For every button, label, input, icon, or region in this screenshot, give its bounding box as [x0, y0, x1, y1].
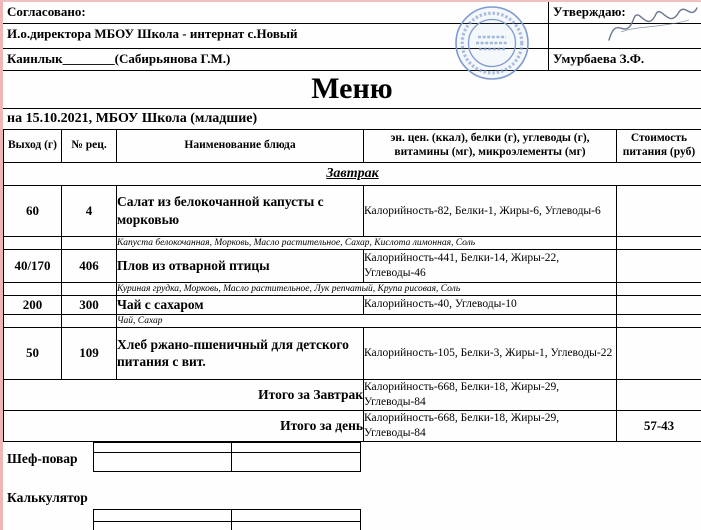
signature-cell — [94, 510, 232, 522]
table-row — [4, 327, 701, 379]
header-dish: Наименование блюда — [117, 130, 364, 163]
table-row — [4, 296, 701, 315]
header-output: Выход (г) — [4, 130, 62, 163]
agreed-line3: Каинлык________(Сабирьянова Г.М.) — [3, 49, 548, 71]
table-row — [4, 186, 701, 237]
table-header-row — [4, 130, 701, 163]
empty-cell — [62, 237, 117, 250]
total-breakfast-cost — [617, 379, 701, 410]
ingredients-row — [4, 314, 701, 327]
section-title-breakfast: Завтрак — [4, 163, 701, 186]
dish-name: Чай с сахаром — [117, 296, 364, 315]
header-cost: Стоимость питания (руб) — [617, 130, 701, 163]
total-breakfast-label: Итого за Завтрак — [4, 379, 364, 410]
chef-signature-cells — [93, 442, 361, 472]
empty-cell — [62, 314, 117, 327]
dish-recipe-number: 300 — [62, 296, 117, 315]
empty-cell — [4, 283, 62, 296]
dish-nutrition: Калорийность-105, Белки-3, Жиры-1, Углеводы-22 — [364, 327, 617, 379]
calculator-signature-cells — [93, 509, 361, 530]
dish-nutrition: Калорийность-82, Белки-1, Жиры-6, Углеводы-6 — [364, 186, 617, 237]
dish-ingredients: Капуста белокочанная, Морковь, Масло растительное, Сахар, Кислота лимонная, Соль — [117, 237, 617, 250]
total-breakfast-nutrition: Калорийность-668, Белки-18, Жиры-29, Углеводы-84 — [364, 379, 617, 410]
signature-cell — [94, 443, 232, 453]
signature-cell — [94, 522, 232, 530]
header-recipe: № рец. — [62, 130, 117, 163]
approve-label: Утверждаю: — [548, 2, 701, 24]
chef-label: Шеф-повар — [7, 450, 78, 466]
ingredients-row — [4, 283, 701, 296]
signature-footer — [3, 442, 701, 530]
dish-output: 50 — [4, 327, 62, 379]
total-day-nutrition: Калорийность-668, Белки-18, Жиры-29, Углеводы-84 — [364, 410, 617, 441]
empty-cell — [617, 237, 701, 250]
agreed-line2: И.о.директора МБОУ Школа - интернат с.Новый — [3, 24, 548, 49]
signature-cell — [232, 443, 361, 453]
total-day-cost: 57-43 — [617, 410, 701, 441]
empty-cell — [4, 314, 62, 327]
page-title: Меню — [3, 71, 701, 109]
menu-date-subtitle: на 15.10.2021, МБОУ Школа (младшие) — [7, 111, 258, 126]
total-breakfast-row — [4, 379, 701, 410]
dish-name: Плов из отварной птицы — [117, 250, 364, 283]
dish-output: 60 — [4, 186, 62, 237]
empty-cell — [617, 314, 701, 327]
signature-cell — [94, 453, 232, 472]
dish-cost — [617, 250, 701, 283]
approver-name: Умурбаева З.Ф. — [548, 49, 701, 71]
dish-recipe-number: 4 — [62, 186, 117, 237]
dish-name: Салат из белокочанной капусты с морковью — [117, 186, 364, 237]
ingredients-row — [4, 237, 701, 250]
dish-cost — [617, 296, 701, 315]
empty-cell — [4, 237, 62, 250]
signature-cell — [232, 522, 361, 530]
header-nutrition: эн. цен. (ккал), белки (г), углеводы (г), витамины (мг), микроэлементы (мг) — [364, 130, 617, 163]
dish-name: Хлеб ржано-пшеничный для детского питания с вит. — [117, 327, 364, 379]
dish-output: 40/170 — [4, 250, 62, 283]
dish-output: 200 — [4, 296, 62, 315]
total-day-row — [4, 410, 701, 441]
dish-ingredients: Чай, Сахар — [117, 314, 617, 327]
dish-recipe-number: 109 — [62, 327, 117, 379]
dish-nutrition: Калорийность-441, Белки-14, Жиры-22, Углеводы-46 — [364, 250, 617, 283]
calculator-label: Калькулятор — [7, 489, 88, 505]
table-row — [4, 250, 701, 283]
signature-cell — [232, 510, 361, 522]
menu-table — [3, 129, 701, 442]
section-row — [4, 163, 701, 186]
total-day-label: Итого за день — [4, 410, 364, 441]
dish-cost — [617, 186, 701, 237]
dish-ingredients: Куриная грудка, Морковь, Масло растительное, Лук репчатый, Крупа рисовая, Соль — [117, 283, 617, 296]
signature-cell — [232, 453, 361, 472]
dish-nutrition: Калорийность-40, Углеводы-10 — [364, 296, 617, 315]
empty-cell — [62, 283, 117, 296]
agreed-label: Согласовано: — [3, 2, 548, 24]
approval-block — [3, 2, 701, 71]
approve-signature-space — [548, 24, 701, 49]
dish-recipe-number: 406 — [62, 250, 117, 283]
dish-cost — [617, 327, 701, 379]
empty-cell — [617, 283, 701, 296]
